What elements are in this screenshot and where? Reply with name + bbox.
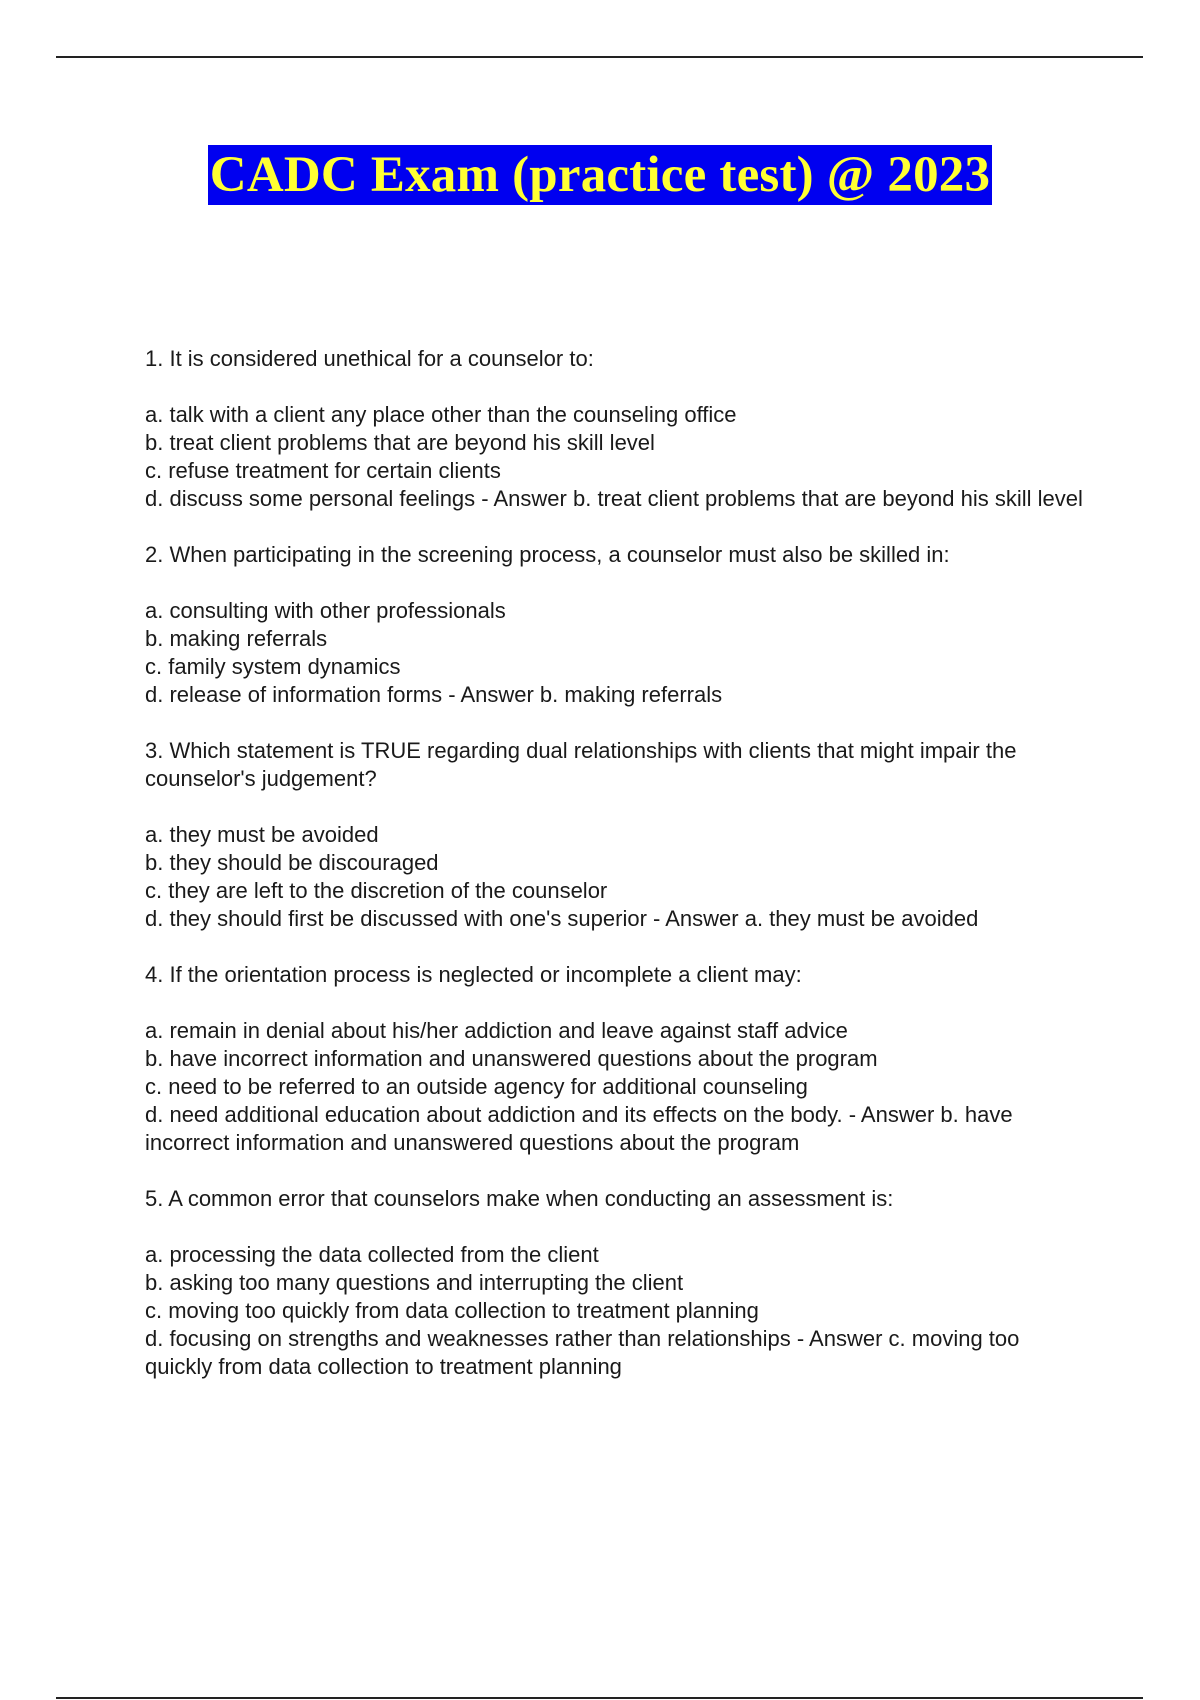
option-b: b. they should be discouraged [145,850,439,875]
top-rule [56,56,1143,58]
option-c: c. family system dynamics [145,654,401,679]
option-c: c. need to be referred to an outside agency for additional counseling [145,1074,808,1099]
option-a: a. consulting with other professionals [145,598,506,623]
question-1 [145,345,1085,513]
question-4 [145,961,1085,1157]
page-title: CADC Exam (practice test) @ 2023 [209,147,991,203]
question-text: 3. Which statement is TRUE regarding dual relationships with clients that might impair the counselor's judgement? [145,738,1017,791]
question-text: 5. A common error that counselors make when conducting an assessment is: [145,1186,894,1211]
option-d-with-answer: d. release of information forms - Answer b. making referrals [145,682,723,707]
question-3 [145,737,1085,933]
option-a: a. they must be avoided [145,822,379,847]
question-text: 2. When participating in the screening process, a counselor must also be skilled in: [145,542,950,567]
option-d-with-answer: d. they should first be discussed with one's superior - Answer a. they must be avoided [145,906,979,931]
option-c: c. they are left to the discretion of the counselor [145,878,608,903]
title-container [0,145,1200,205]
option-b: b. making referrals [145,626,328,651]
option-a: a. processing the data collected from the client [145,1242,599,1267]
question-text: 1. It is considered unethical for a counselor to: [145,346,594,371]
option-a: a. remain in denial about his/her addiction and leave against staff advice [145,1018,848,1043]
option-c: c. refuse treatment for certain clients [145,458,501,483]
questions-list [145,345,1085,1409]
question-text: 4. If the orientation process is neglected or incomplete a client may: [145,962,802,987]
option-b: b. have incorrect information and unanswered questions about the program [145,1046,878,1071]
question-2 [145,541,1085,709]
option-a: a. talk with a client any place other than the counseling office [145,402,737,427]
option-d-with-answer: d. discuss some personal feelings - Answer b. treat client problems that are beyond his skill level [145,486,1083,511]
option-b: b. asking too many questions and interrupting the client [145,1270,684,1295]
question-5 [145,1185,1085,1381]
bottom-rule [56,1697,1143,1699]
option-c: c. moving too quickly from data collection to treatment planning [145,1298,759,1323]
option-d-with-answer: d. need additional education about addiction and its effects on the body. - Answer b. have incorrect information and unanswered questions about the program [145,1102,1013,1155]
option-b: b. treat client problems that are beyond his skill level [145,430,655,455]
option-d-with-answer: d. focusing on strengths and weaknesses rather than relationships - Answer c. moving too quickly from data collection to treatment planning [145,1326,1020,1379]
